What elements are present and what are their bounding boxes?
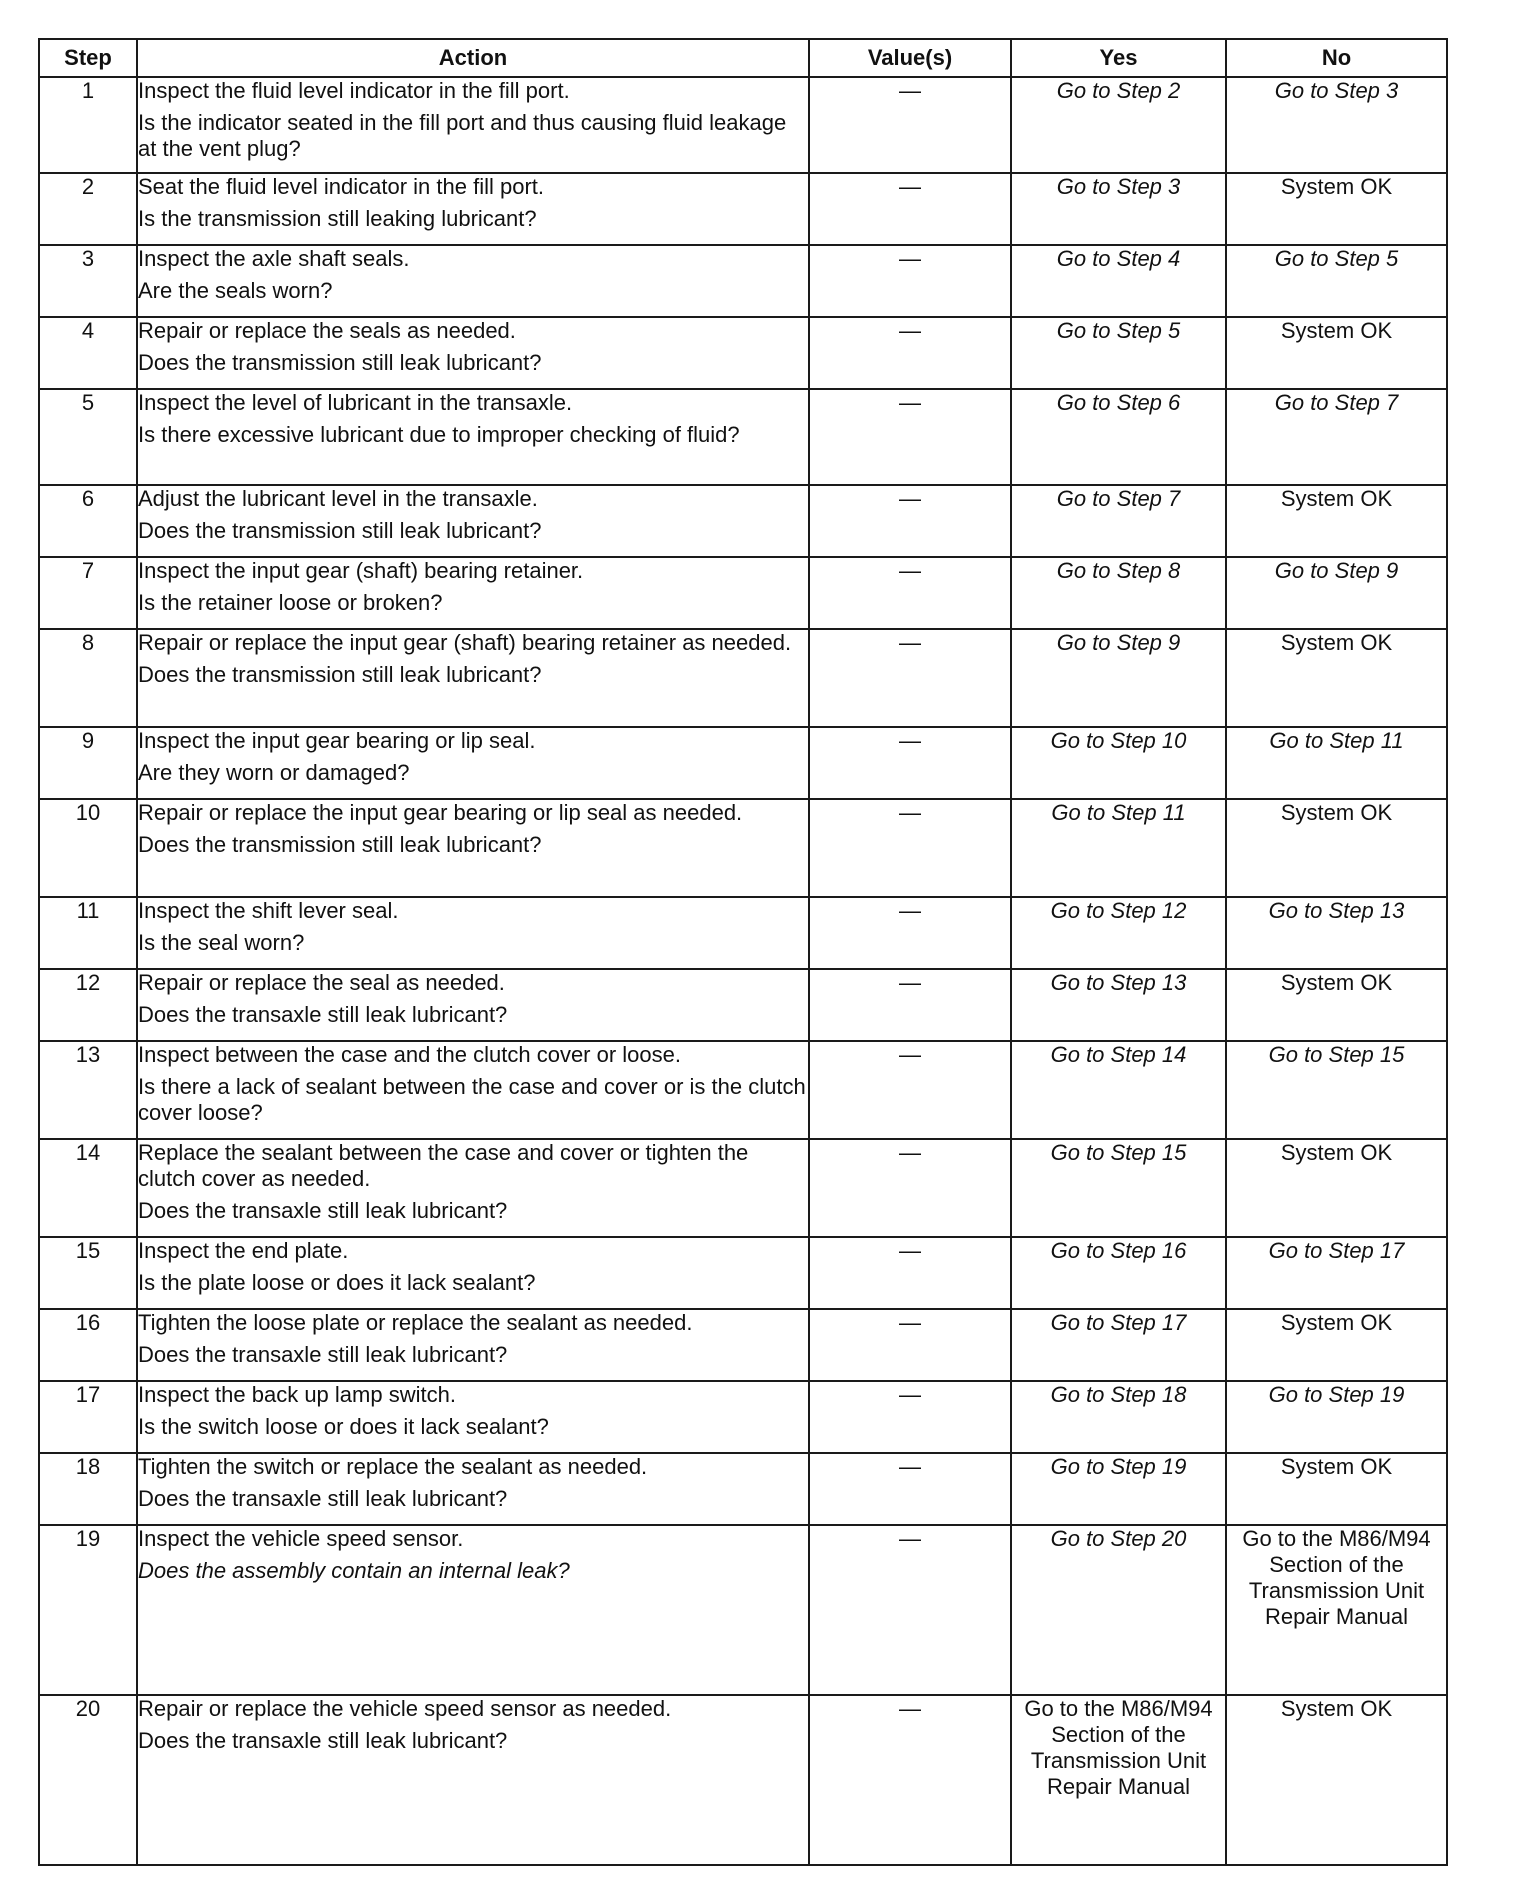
table-row — [39, 389, 1447, 485]
value-dash: — — [899, 1526, 921, 1551]
yes-result: Go to Step 3 — [1056, 174, 1181, 199]
action-instruction: Inspect between the case and the clutch cover or loose. — [138, 1042, 681, 1067]
action-cell — [137, 1695, 809, 1865]
table-row — [39, 245, 1447, 317]
yes-cell — [1011, 1237, 1226, 1309]
yes-cell — [1011, 173, 1226, 245]
table-row — [39, 1139, 1447, 1237]
value-cell — [809, 389, 1011, 485]
action-cell — [137, 1139, 809, 1237]
value-cell — [809, 1139, 1011, 1237]
action-cell — [137, 1381, 809, 1453]
no-cell — [1226, 727, 1447, 799]
step-number: 13 — [39, 1041, 137, 1139]
value-cell — [809, 1695, 1011, 1865]
action-instruction: Replace the sealant between the case and cover or tighten the clutch cover as needed. — [138, 1140, 749, 1191]
no-cell — [1226, 1453, 1447, 1525]
action-cell — [137, 1041, 809, 1139]
action-instruction: Seat the fluid level indicator in the fill port. — [138, 174, 545, 199]
step-number: 20 — [39, 1695, 137, 1865]
yes-result: Go to Step 5 — [1056, 318, 1181, 343]
value-dash: — — [899, 800, 921, 825]
action-question: Does the transmission still leak lubricant? — [138, 832, 542, 857]
yes-cell — [1011, 245, 1226, 317]
action-cell — [137, 173, 809, 245]
yes-result: Go to Step 10 — [1050, 728, 1187, 753]
no-result: Go to Step 17 — [1268, 1238, 1405, 1263]
value-dash: — — [899, 1310, 921, 1335]
action-instruction: Repair or replace the input gear (shaft) bearing retainer as needed. — [138, 630, 792, 655]
step-number: 3 — [39, 245, 137, 317]
action-question: Does the transmission still leak lubricant? — [138, 350, 542, 375]
yes-result: Go to Step 13 — [1050, 970, 1187, 995]
yes-result: Go to Step 4 — [1056, 246, 1181, 271]
action-cell — [137, 77, 809, 173]
yes-cell — [1011, 1525, 1226, 1695]
value-cell — [809, 1453, 1011, 1525]
action-instruction: Adjust the lubricant level in the transaxle. — [138, 486, 538, 511]
step-number: 15 — [39, 1237, 137, 1309]
yes-result: Go to Step 12 — [1050, 898, 1187, 923]
value-dash: — — [899, 970, 921, 995]
value-cell — [809, 1041, 1011, 1139]
value-dash: — — [899, 1042, 921, 1067]
step-number: 8 — [39, 629, 137, 727]
value-cell — [809, 897, 1011, 969]
no-cell — [1226, 1237, 1447, 1309]
value-dash: — — [899, 1382, 921, 1407]
no-cell — [1226, 389, 1447, 485]
yes-result: Go to Step 9 — [1056, 630, 1181, 655]
step-number: 19 — [39, 1525, 137, 1695]
no-result: System OK — [1280, 630, 1393, 655]
no-cell — [1226, 897, 1447, 969]
value-cell — [809, 245, 1011, 317]
table-row — [39, 727, 1447, 799]
table-row — [39, 485, 1447, 557]
yes-cell — [1011, 77, 1226, 173]
table-row — [39, 799, 1447, 897]
yes-cell — [1011, 897, 1226, 969]
table-row — [39, 1525, 1447, 1695]
step-number: 4 — [39, 317, 137, 389]
yes-cell — [1011, 799, 1226, 897]
action-question: Is the plate loose or does it lack sealant? — [138, 1270, 536, 1295]
value-dash: — — [899, 898, 921, 923]
action-question: Is the retainer loose or broken? — [138, 590, 443, 615]
yes-cell — [1011, 557, 1226, 629]
value-dash: — — [899, 390, 921, 415]
yes-result: Go to Step 15 — [1050, 1140, 1187, 1165]
step-number: 1 — [39, 77, 137, 173]
action-cell — [137, 629, 809, 727]
step-number: 7 — [39, 557, 137, 629]
action-instruction: Inspect the axle shaft seals. — [138, 246, 410, 271]
value-cell — [809, 1237, 1011, 1309]
action-instruction: Inspect the shift lever seal. — [138, 898, 399, 923]
yes-cell — [1011, 1041, 1226, 1139]
yes-cell — [1011, 1139, 1226, 1237]
value-dash: — — [899, 728, 921, 753]
value-dash: — — [899, 1696, 921, 1721]
no-cell — [1226, 1381, 1447, 1453]
yes-result: Go to Step 11 — [1051, 800, 1186, 825]
yes-cell — [1011, 1309, 1226, 1381]
action-cell — [137, 557, 809, 629]
table-body — [39, 77, 1447, 1865]
action-cell — [137, 485, 809, 557]
table-row — [39, 557, 1447, 629]
action-instruction: Repair or replace the seals as needed. — [138, 318, 516, 343]
no-result: System OK — [1280, 800, 1393, 825]
step-number: 10 — [39, 799, 137, 897]
step-number: 2 — [39, 173, 137, 245]
table-row — [39, 77, 1447, 173]
no-result: System OK — [1280, 970, 1393, 995]
no-result: System OK — [1280, 1454, 1393, 1479]
value-dash: — — [899, 1238, 921, 1263]
value-cell — [809, 1525, 1011, 1695]
header-step: Step — [39, 39, 137, 77]
action-instruction: Tighten the loose plate or replace the sealant as needed. — [138, 1310, 693, 1335]
table-row — [39, 1237, 1447, 1309]
value-cell — [809, 485, 1011, 557]
action-instruction: Repair or replace the input gear bearing or lip seal as needed. — [138, 800, 743, 825]
no-cell — [1226, 1139, 1447, 1237]
action-question: Are they worn or damaged? — [138, 760, 410, 785]
table-row — [39, 969, 1447, 1041]
no-cell — [1226, 1309, 1447, 1381]
value-dash: — — [899, 558, 921, 583]
action-cell — [137, 245, 809, 317]
yes-result: Go to the M86/M94 Section of the Transmission Unit Repair Manual — [1024, 1696, 1213, 1799]
value-cell — [809, 969, 1011, 1041]
yes-cell — [1011, 1381, 1226, 1453]
yes-cell — [1011, 629, 1226, 727]
action-cell — [137, 1453, 809, 1525]
yes-result: Go to Step 7 — [1056, 486, 1181, 511]
yes-cell — [1011, 485, 1226, 557]
no-cell — [1226, 1525, 1447, 1695]
action-instruction: Inspect the vehicle speed sensor. — [138, 1526, 464, 1551]
value-dash: — — [899, 246, 921, 271]
action-question: Is the seal worn? — [138, 930, 305, 955]
action-question: Does the transaxle still leak lubricant? — [138, 1486, 508, 1511]
action-instruction: Repair or replace the vehicle speed sensor as needed. — [138, 1696, 672, 1721]
yes-cell — [1011, 389, 1226, 485]
no-result: Go to Step 13 — [1268, 898, 1405, 923]
action-question: Are the seals worn? — [138, 278, 333, 303]
no-result: System OK — [1280, 174, 1393, 199]
action-question: Is the indicator seated in the fill port and thus causing fluid leakage at the vent plug? — [138, 110, 787, 161]
yes-result: Go to Step 18 — [1050, 1382, 1187, 1407]
table-row — [39, 1041, 1447, 1139]
no-result: Go to Step 9 — [1274, 558, 1399, 583]
no-result: Go to Step 19 — [1268, 1382, 1405, 1407]
value-dash: — — [899, 78, 921, 103]
table-row — [39, 317, 1447, 389]
action-question: Does the transaxle still leak lubricant? — [138, 1728, 508, 1753]
yes-result: Go to Step 16 — [1050, 1238, 1187, 1263]
step-number: 18 — [39, 1453, 137, 1525]
action-instruction: Inspect the back up lamp switch. — [138, 1382, 456, 1407]
yes-result: Go to Step 19 — [1050, 1454, 1187, 1479]
action-question: Is the switch loose or does it lack sealant? — [138, 1414, 549, 1439]
step-number: 5 — [39, 389, 137, 485]
no-result: System OK — [1280, 1696, 1393, 1721]
no-cell — [1226, 485, 1447, 557]
no-result: System OK — [1280, 318, 1393, 343]
step-number: 12 — [39, 969, 137, 1041]
table-row — [39, 1453, 1447, 1525]
no-result: Go to Step 5 — [1274, 246, 1399, 271]
value-cell — [809, 317, 1011, 389]
action-cell — [137, 1309, 809, 1381]
yes-cell — [1011, 317, 1226, 389]
diagnostic-document — [38, 38, 1446, 1866]
action-question: Does the assembly contain an internal leak? — [138, 1558, 570, 1583]
action-cell — [137, 969, 809, 1041]
yes-cell — [1011, 1453, 1226, 1525]
step-number: 9 — [39, 727, 137, 799]
no-result: Go to the M86/M94 Section of the Transmission Unit Repair Manual — [1242, 1526, 1431, 1629]
step-number: 14 — [39, 1139, 137, 1237]
table-row — [39, 629, 1447, 727]
header-no: No — [1226, 39, 1447, 77]
no-result: Go to Step 7 — [1274, 390, 1399, 415]
no-result: System OK — [1280, 486, 1393, 511]
yes-result: Go to Step 2 — [1056, 78, 1181, 103]
value-cell — [809, 727, 1011, 799]
action-question: Is the transmission still leaking lubricant? — [138, 206, 537, 231]
no-cell — [1226, 245, 1447, 317]
no-cell — [1226, 77, 1447, 173]
header-action: Action — [137, 39, 809, 77]
no-cell — [1226, 799, 1447, 897]
value-cell — [809, 77, 1011, 173]
action-cell — [137, 389, 809, 485]
no-result: System OK — [1280, 1310, 1393, 1335]
action-instruction: Inspect the input gear (shaft) bearing retainer. — [138, 558, 584, 583]
no-cell — [1226, 969, 1447, 1041]
step-number: 17 — [39, 1381, 137, 1453]
table-row — [39, 1381, 1447, 1453]
action-instruction: Inspect the level of lubricant in the transaxle. — [138, 390, 573, 415]
value-cell — [809, 173, 1011, 245]
action-cell — [137, 897, 809, 969]
action-instruction: Inspect the end plate. — [138, 1238, 349, 1263]
no-result: Go to Step 3 — [1274, 78, 1399, 103]
step-number: 16 — [39, 1309, 137, 1381]
no-result: System OK — [1280, 1140, 1393, 1165]
yes-cell — [1011, 727, 1226, 799]
yes-result: Go to Step 8 — [1056, 558, 1181, 583]
no-cell — [1226, 173, 1447, 245]
action-instruction: Inspect the fluid level indicator in the fill port. — [138, 78, 570, 103]
no-cell — [1226, 317, 1447, 389]
table-row — [39, 897, 1447, 969]
value-cell — [809, 1381, 1011, 1453]
yes-result: Go to Step 14 — [1050, 1042, 1187, 1067]
step-number: 11 — [39, 897, 137, 969]
table-row — [39, 1309, 1447, 1381]
action-cell — [137, 1525, 809, 1695]
action-instruction: Inspect the input gear bearing or lip seal. — [138, 728, 536, 753]
value-dash: — — [899, 318, 921, 343]
table-header-row — [39, 39, 1447, 77]
action-question: Does the transaxle still leak lubricant? — [138, 1198, 508, 1223]
value-dash: — — [899, 1140, 921, 1165]
no-cell — [1226, 1041, 1447, 1139]
no-cell — [1226, 557, 1447, 629]
action-question: Does the transaxle still leak lubricant? — [138, 1342, 508, 1367]
action-cell — [137, 317, 809, 389]
action-cell — [137, 799, 809, 897]
no-result: Go to Step 15 — [1268, 1042, 1405, 1067]
step-number: 6 — [39, 485, 137, 557]
action-question: Does the transmission still leak lubricant? — [138, 662, 542, 687]
value-dash: — — [899, 1454, 921, 1479]
action-cell — [137, 1237, 809, 1309]
no-result: Go to Step 11 — [1269, 728, 1404, 753]
yes-result: Go to Step 17 — [1050, 1310, 1187, 1335]
no-cell — [1226, 1695, 1447, 1865]
value-cell — [809, 799, 1011, 897]
value-dash: — — [899, 630, 921, 655]
value-dash: — — [899, 174, 921, 199]
yes-result: Go to Step 6 — [1056, 390, 1181, 415]
yes-result: Go to Step 20 — [1050, 1526, 1187, 1551]
header-yes: Yes — [1011, 39, 1226, 77]
table-row — [39, 173, 1447, 245]
yes-cell — [1011, 969, 1226, 1041]
action-instruction: Tighten the switch or replace the sealant as needed. — [138, 1454, 648, 1479]
yes-cell — [1011, 1695, 1226, 1865]
action-question: Is there excessive lubricant due to improper checking of fluid? — [138, 422, 740, 447]
value-cell — [809, 629, 1011, 727]
action-question: Does the transmission still leak lubricant? — [138, 518, 542, 543]
header-values: Value(s) — [809, 39, 1011, 77]
no-cell — [1226, 629, 1447, 727]
table-row — [39, 1695, 1447, 1865]
action-instruction: Repair or replace the seal as needed. — [138, 970, 505, 995]
value-cell — [809, 557, 1011, 629]
value-cell — [809, 1309, 1011, 1381]
action-question: Is there a lack of sealant between the case and cover or is the clutch cover loose? — [138, 1074, 806, 1125]
action-cell — [137, 727, 809, 799]
value-dash: — — [899, 486, 921, 511]
action-question: Does the transaxle still leak lubricant? — [138, 1002, 508, 1027]
diagnostic-table — [38, 38, 1448, 1866]
